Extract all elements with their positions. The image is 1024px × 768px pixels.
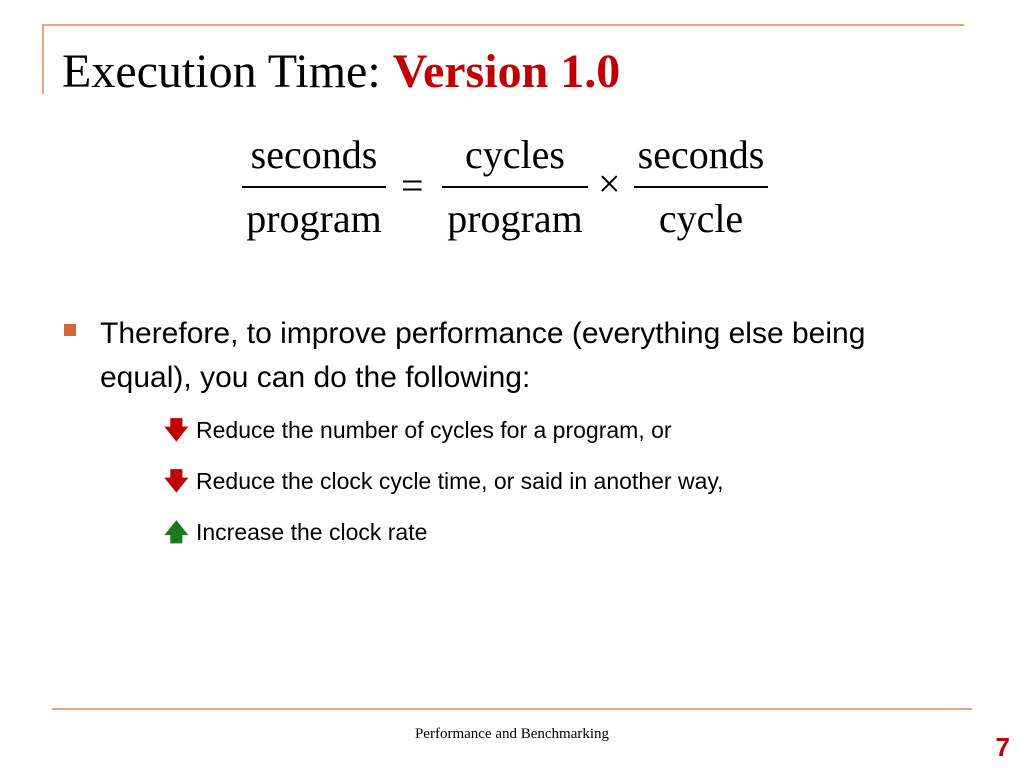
sub-item-text: Increase the clock rate bbox=[196, 519, 428, 545]
arrow-down-icon: 🡇 bbox=[164, 417, 189, 444]
square-bullet-icon bbox=[64, 324, 76, 336]
page-number: 7 bbox=[995, 732, 1010, 762]
equals-sign: = bbox=[401, 163, 424, 208]
fraction-numerator: seconds bbox=[250, 132, 378, 177]
fraction-denominator: program bbox=[246, 196, 382, 241]
slide-title bbox=[62, 42, 620, 102]
footer-divider bbox=[52, 708, 972, 710]
left-border-line bbox=[42, 24, 44, 94]
top-border-line bbox=[42, 24, 964, 26]
title-version: Version 1.0 bbox=[392, 45, 621, 98]
arrow-up-icon: 🡅 bbox=[164, 519, 189, 546]
arrow-down-icon: 🡇 bbox=[164, 468, 189, 495]
sub-item-text: Reduce the clock cycle time, or said in another way, bbox=[196, 468, 724, 494]
fraction-numerator: seconds bbox=[637, 132, 765, 177]
times-sign: × bbox=[598, 161, 621, 206]
fraction-bar bbox=[242, 186, 386, 188]
sub-item bbox=[164, 517, 427, 548]
sub-item bbox=[164, 466, 724, 497]
fraction-cycles-per-program bbox=[442, 132, 588, 242]
fraction-numerator: cycles bbox=[465, 132, 565, 177]
fraction-seconds-per-cycle bbox=[634, 132, 768, 242]
fraction-seconds-per-program bbox=[242, 132, 386, 242]
fraction-bar bbox=[442, 186, 588, 188]
bullet-text: Therefore, to improve performance (everything else being equal), you can do the following: bbox=[100, 317, 866, 394]
fraction-bar bbox=[634, 186, 768, 188]
sub-item-text: Reduce the number of cycles for a program, or bbox=[196, 417, 672, 443]
sub-item bbox=[164, 415, 672, 446]
title-main: Execution Time: bbox=[62, 45, 393, 98]
footer-text: Performance and Benchmarking bbox=[414, 726, 610, 742]
fraction-denominator: program bbox=[447, 196, 583, 241]
fraction-denominator: cycle bbox=[658, 196, 744, 241]
